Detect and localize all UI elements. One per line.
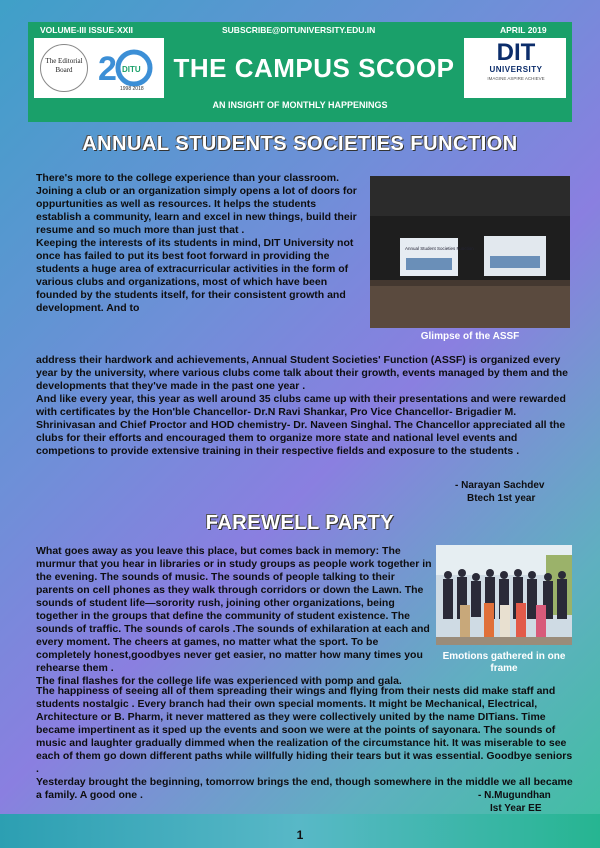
masthead xyxy=(28,22,572,122)
article1-para1: There's more to the college experience than your classroom. Joining a club or an organization simply opens a lot of doors for oppurtunities as well as resources. It helps the students establish a community, learn and excel in new things, build their resume and so much more than just that . xyxy=(36,172,357,236)
article1-para3: And like every year, this year as well around 35 clubs came up with their presentations and were rewarded with certificates by the Hon'ble Chancellor- Dr.N Ravi Shankar, Pro Vice Chancellor- Brigadier M. Shrinivasan and Chief Proctor and HOD chemistry- Dr. Naveen Singhal. The Chancellor appreciated all the clubs for their efforts and encouraged them to organize more state and national level events and competions to provide extensive training in their respective fields and exposure to the students . xyxy=(36,393,566,457)
article1-para2-start: Keeping the interests of its students in mind, DIT University not once has failed to put its best foot forward in providing the students a huge area of extracurricular activities in the form of various clubs and organizations, most of which have been founded by the students itself, for their consistent growth and development. And to xyxy=(36,237,354,314)
article1-author-class: Btech 1st year xyxy=(467,493,536,504)
farewell-photo xyxy=(436,545,572,645)
article2-author-class: Ist Year EE xyxy=(490,803,542,814)
article1-title: ANNUAL STUDENTS SOCIETIES FUNCTION xyxy=(82,133,518,155)
article2-para3: The happiness of seeing all of them spreading their wings and flying from their nests did make staff and students nostalgic . Every branch had their own special moments. It might be Mechanical, Electrical, Architecture or B. Pharm, it never mattered as they were collectively united by the name DITians. Time became impertinent as it sped up the events and soon we were at the points of sayonara. The sounds of music and laughter gradually dimmed when the realization of the circumstance hit. It was miserable to see each of them go down different paths while willfully hiding their tears but it was essential. Goodbye seniors . xyxy=(36,685,573,775)
newsletter-title: THE CAMPUS SCOOP xyxy=(164,38,464,98)
page-number: 1 xyxy=(296,828,304,842)
editorial-board-logo: The Editorial Board xyxy=(40,44,88,92)
anniversary-logo xyxy=(96,42,160,94)
svg-text:DITU: DITU xyxy=(122,65,141,74)
volume-issue: VOLUME-III ISSUE-XXII xyxy=(40,25,134,35)
farewell-photo-caption: Emotions gathered in one frame xyxy=(442,651,566,674)
article2-para1: What goes away as you leave this place, but comes back in memory: The murmur that you hear in libraries or in study groups as people work together in the evening. The sounds of music. The sounds of people talking to their parents on cell phones as they walk through corridors or down the Lawn. The sounds of student life—sorority rush, joining other organizations, being together in the groups that define the community of student existence. The sounds of traffic. The sounds of carols .The sounds of exhilaration at each and every moment. The cheers at games, no matter what the sport. To be completely honest,goodbyes never get easier, no matter how many times you rehearse them . xyxy=(36,545,432,674)
masthead-top-bar xyxy=(28,22,572,38)
article1-author: - Narayan Sachdev xyxy=(455,480,545,491)
article2-para2: The final flashes for the college life was experienced with pomp and gala. xyxy=(36,675,402,687)
article1-para2-end: address their hardwork and achievements, Annual Student Societies' Function (ASSF) is organized every year by the university, where various clubs come talk about their growth, events managed by them and the developments that they've made in the past one year . xyxy=(36,354,568,392)
article1-body-narrow xyxy=(36,172,361,315)
dit-university-logo: DIT UNIVERSITY IMAGINE ASPIRE ACHIEVE xyxy=(487,39,545,81)
article2-body-narrow xyxy=(36,545,432,688)
article1-body-wide xyxy=(36,354,572,458)
issue-date: APRIL 2019 xyxy=(500,25,547,35)
svg-text:2: 2 xyxy=(98,50,117,88)
article2-para4: Yesterday brought the beginning, tomorrow brings the end, though somewhere in the middle we all became a family. A good one . xyxy=(36,776,573,801)
masthead-banner xyxy=(34,38,566,98)
article2-title: FAREWELL PARTY xyxy=(205,512,395,534)
svg-text:1998 2018: 1998 2018 xyxy=(120,86,144,92)
article2-body-wide xyxy=(36,685,576,802)
article2-byline xyxy=(478,789,578,815)
subscribe-email[interactable]: SUBSCRIBE@DITUNIVERSITY.EDU.IN xyxy=(222,25,376,35)
masthead-tagline: AN INSIGHT OF MONTHLY HAPPENINGS xyxy=(212,100,388,110)
assf-photo xyxy=(370,176,570,328)
assf-photo-caption: Glimpse of the ASSF xyxy=(420,331,520,342)
article1-byline xyxy=(455,479,575,505)
article2-author: - N.Mugundhan xyxy=(478,790,551,801)
screen-text: Annual Student Societies Function xyxy=(405,246,474,251)
